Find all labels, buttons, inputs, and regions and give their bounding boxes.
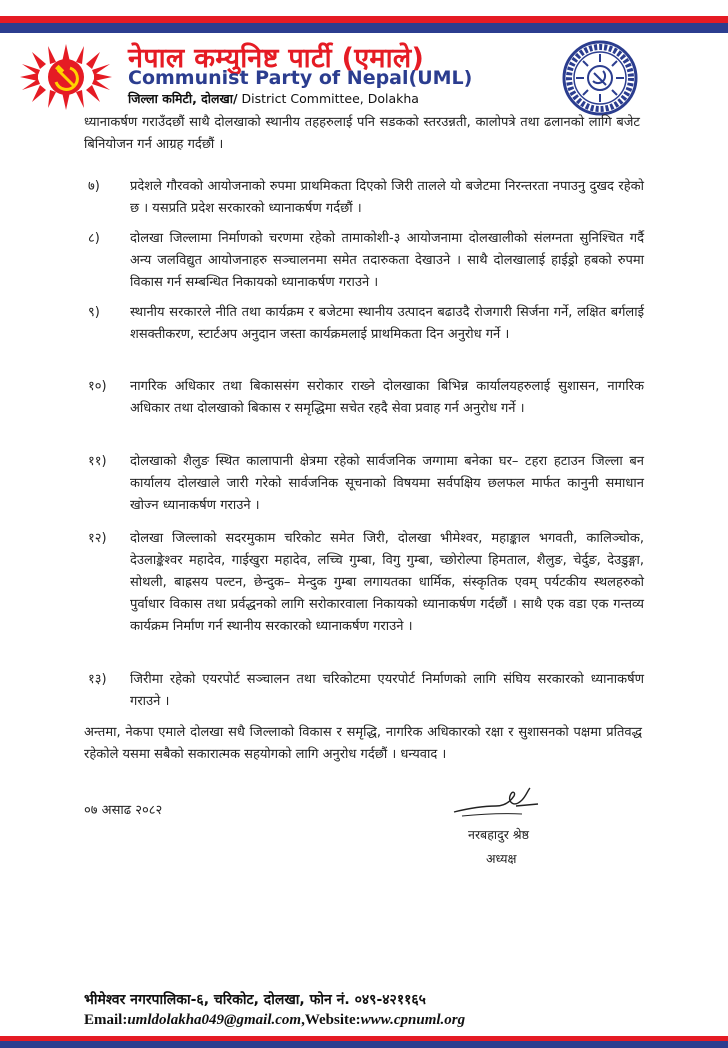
item-text: दोलखा जिल्लाको सदरमुकाम चरिकोट समेत जिरी, दोलखा भीमेश्वर, महाङ्काल भगवती, कालिञ्चोक, देउलाङ्केश्वर महादेव, गाईखुरा महादेव, लच्चि गुम्बा, विगु गुम्बा, च्छोरोल्पा हिमताल, शैलुङ, चेर्दुङ, देउडुङ्गा, सोथली, बाह्रसय पल्टन, छेन्दुक– मेन्दुक गुम्बा लगायतका धार्मिक, संस्कृतिक एवम् पर्यटकीय स्थलहरुको पुर्वाधार विकास तथा प्रर्वद्धनको लागि सरोकारवाला निकायको ध्यानाकर्षण गर्दछौं । साथै एक वडा एक गन्तव्य कार्यक्रम निर्माण गर्न स्थानीय सरकारको ध्यानाकर्षण गराउने । xyxy=(130,531,644,634)
item-text: स्थानीय सरकारले नीति तथा कार्यक्रम र बजेटमा स्थानीय उत्पादन बढाउदै रोजगारी सिर्जना गर्ने, लक्षित बर्गलाई शसक्तीकरण, स्टार्टअप अनुदान जस्ता कार्यक्रमलाई प्राथमिकता दिन अनुरोध गर्ने । xyxy=(130,305,644,342)
party-name-english: Communist Party of Nepal(UML) xyxy=(128,67,473,89)
website-label: ,Website: xyxy=(301,1012,361,1028)
website-link[interactable]: www.cpnuml.org xyxy=(360,1012,466,1028)
item-number: ९) xyxy=(88,305,100,320)
signature-icon xyxy=(452,786,542,820)
letter-date: ०७ असाढ २०८२ xyxy=(84,803,163,818)
footer-contact xyxy=(84,1012,465,1029)
item-text: प्रदेशले गौरवको आयोजनाको रुपमा प्राथमिकता दिएको जिरी तालले यो बजेटमा निरन्तरता नपाउनु दुखद रहेको छ । यसप्रति प्रदेश सरकारको ध्यानाकर्षण गर्दछौं । xyxy=(130,179,644,216)
district-seal-icon xyxy=(562,40,638,116)
district-nepali: जिल्ला कमिटी, दोलखा/ xyxy=(128,91,238,106)
item-number: ८) xyxy=(88,231,100,246)
party-name-nepali: नेपाल कम्युनिष्ट पार्टी (एमाले) xyxy=(128,43,425,74)
district-english: District Committee, Dolakha xyxy=(237,91,419,106)
footer-address: भीमेश्वर नगरपालिका-६, चरिकोट, दोलखा, फोन नं. ०४९-४२११६५ xyxy=(84,992,426,1008)
item-text: जिरीमा रहेको एयरपोर्ट सञ्चालन तथा चरिकोटमा एयरपोर्ट निर्माणको लागि संघिय सरकारको ध्यानाकर्षण गराउने । xyxy=(130,672,644,709)
district-committee-line xyxy=(128,90,419,107)
item-text: नागरिक अधिकार तथा बिकाससंग सरोकार राख्ने दोलखाका बिभिन्न कार्यालयहरुलाई सुशासन, नागरिक अधिकार तथा दोलखाको बिकास र समृद्धिमा सचेत रहदै सेवा प्रवाह गर्न अनुरोध गर्ने । xyxy=(130,379,644,416)
intro-paragraph: ध्यानाकर्षण गराउँदछौं साथै दोलखाको स्थानीय तहहरुलाई पनि सडकको स्तरउन्नती, कालोपत्रे तथा ढलानको लागि बजेट बिनियोजन गर्न आग्रह गर्दछौं । xyxy=(84,115,640,152)
top-red-band xyxy=(0,16,728,23)
party-logo-icon xyxy=(18,42,114,112)
closing-paragraph: अन्तमा, नेकपा एमाले दोलखा सधै जिल्लाको विकास र समृद्धि, नागरिक अधिकारको रक्षा र सुशासनको पक्षमा प्रतिवद्ध रहेकोले यसमा सबैको सकारात्मक सहयोगको लागि अनुरोध गर्दछौं । धन्यवाद । xyxy=(84,725,642,762)
item-number: ७) xyxy=(88,179,100,194)
email-link[interactable]: umldolakha049@gmail.com xyxy=(127,1012,302,1028)
item-number: ११) xyxy=(88,454,107,469)
item-number: १०) xyxy=(88,379,107,394)
top-blue-band xyxy=(0,23,728,33)
item-number: १२) xyxy=(88,531,107,546)
signer-name: नरबहादुर श्रेष्ठ xyxy=(468,827,529,842)
item-text: दोलखाको शैलुङ स्थित कालापानी क्षेत्रमा रहेको सार्वजनिक जग्गामा बनेका घर– टहरा हटाउन जिल्ला बन कार्यालय दोलखाले जारी गरेको सार्वजनिक सूचनाको विषयमा सर्वपक्षिय छलफल मार्फत कानुनी समाधान खोज्न ध्यानाकर्षण गराउने । xyxy=(130,454,644,513)
bottom-blue-band xyxy=(0,1041,728,1048)
email-label: Email: xyxy=(84,1012,128,1028)
item-text: दोलखा जिल्लामा निर्माणको चरणमा रहेको तामाकोशी-३ आयोजनामा दोलखालीको संलग्नता सुनिश्चित गर्दै अन्य जलविद्युत आयोजनाहरु सञ्चालनमा समेत तदारुकता देखाउने । साथै दोलखालाई हाईड्रो हबको रुपमा विकास गर्न सम्बन्धित निकायको ध्यानाकर्षण गराउने । xyxy=(130,231,644,290)
signer-title: अध्यक्ष xyxy=(486,851,517,866)
item-number: १३) xyxy=(88,672,107,687)
